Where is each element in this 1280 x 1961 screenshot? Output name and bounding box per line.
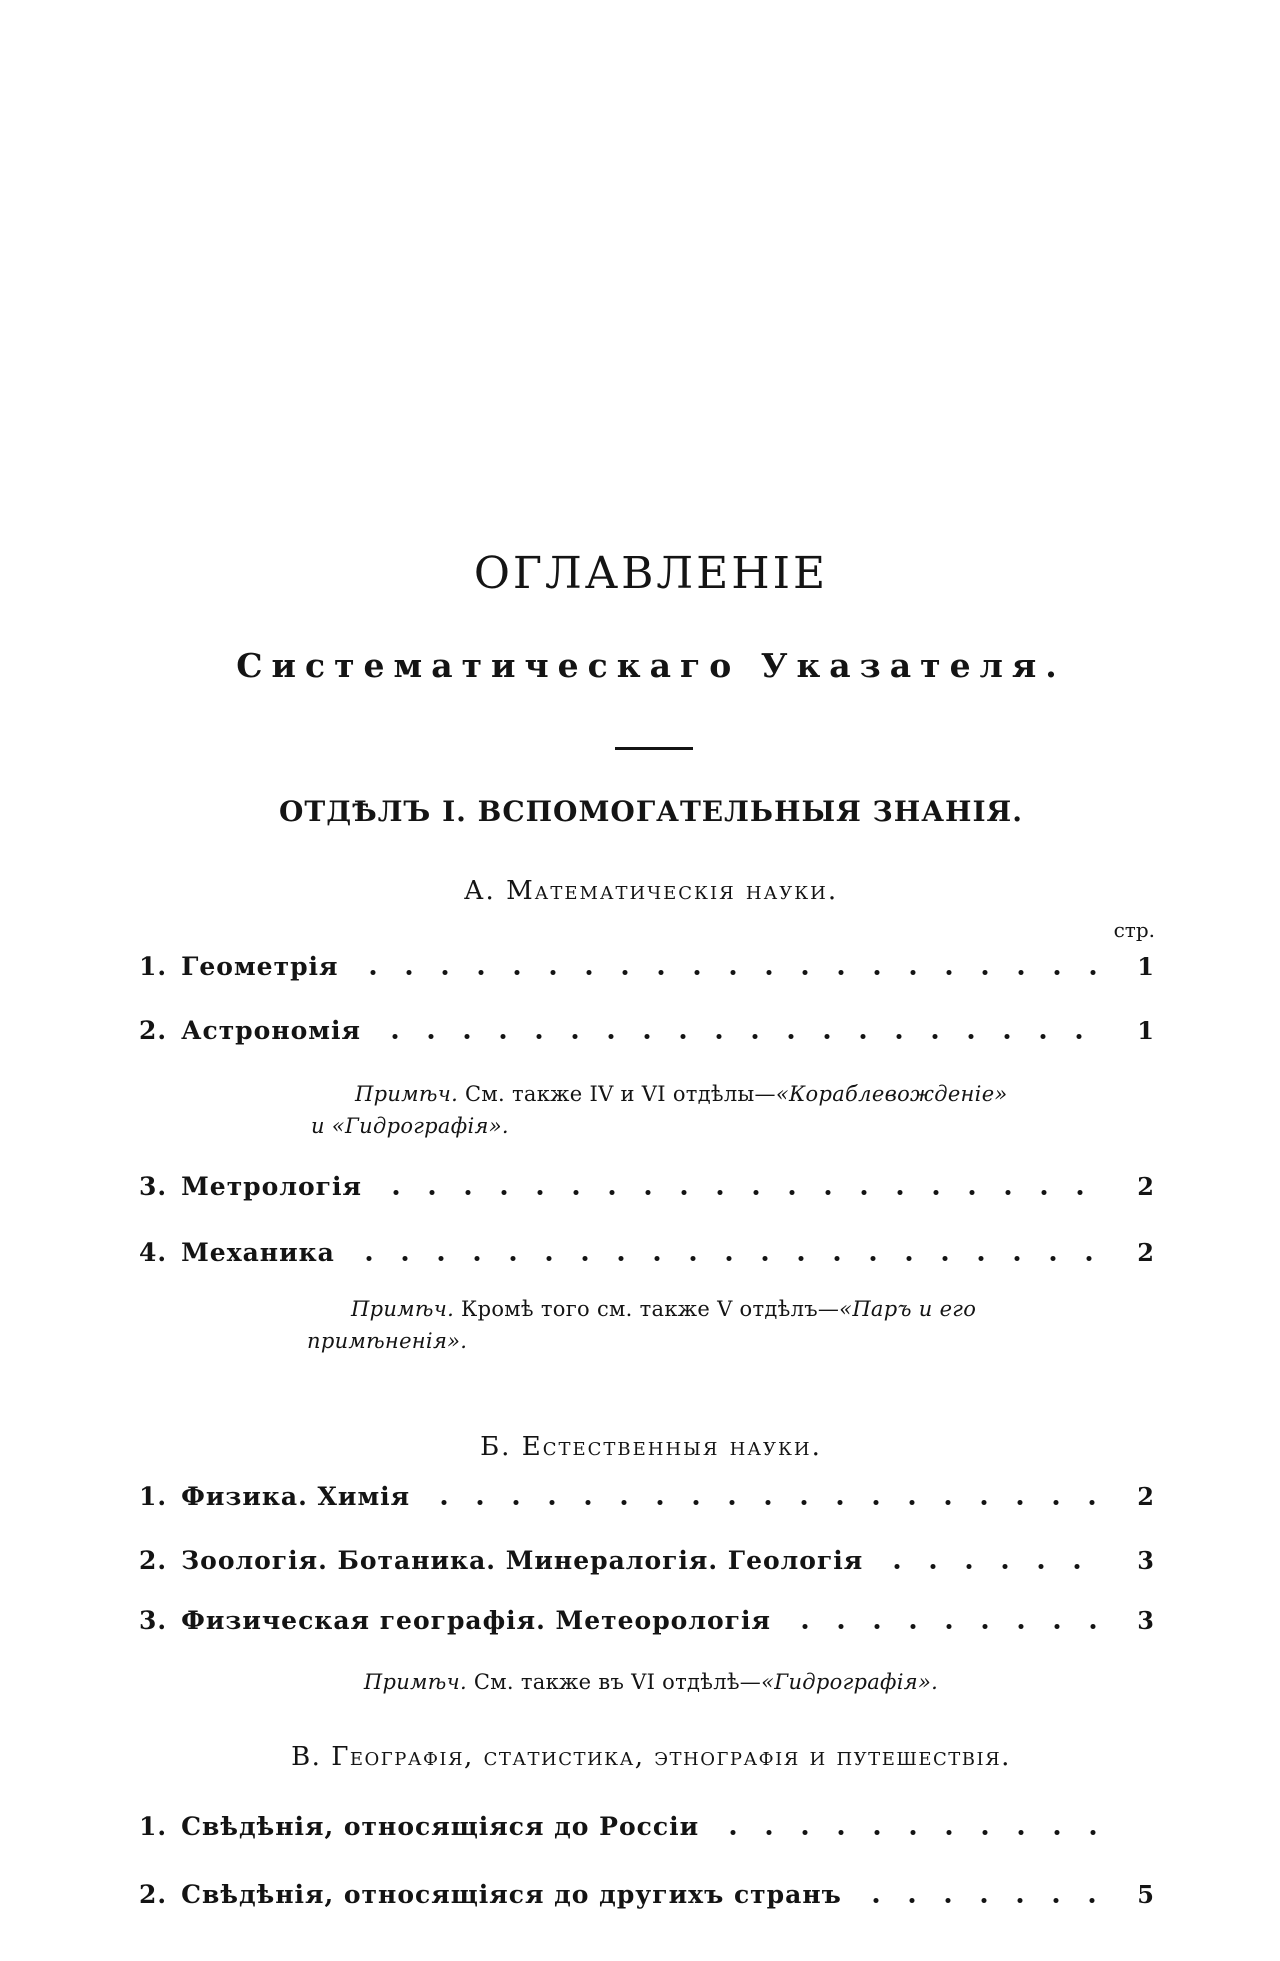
entry-page-number: 3 <box>1137 1606 1155 1635</box>
footnote-mechanics <box>307 1293 1057 1357</box>
entry-number: 2. <box>139 1016 168 1045</box>
entry-label: Астрономія <box>181 1016 361 1045</box>
toc-entry-physical-geography-meteorology <box>139 1606 1155 1635</box>
toc-entry-physics-chemistry <box>139 1482 1155 1511</box>
footnote-body: Кромѣ того см. также V отдѣлъ— <box>461 1297 840 1321</box>
toc-entry-mechanics <box>139 1238 1155 1267</box>
footnote-lead: Примѣч. <box>351 1297 455 1321</box>
footnote-geography <box>121 1666 1181 1698</box>
entry-label: Механика <box>181 1238 335 1267</box>
toc-entry-metrology <box>139 1172 1155 1201</box>
page-title: ОГЛАВЛЕНІЕ <box>473 548 829 599</box>
footnote-reference: «Гидрографія». <box>761 1670 939 1694</box>
entry-number: 1. <box>139 1482 168 1511</box>
entry-page-number: 5 <box>1137 1880 1155 1909</box>
dot-leader <box>787 1624 1099 1629</box>
entry-label: Свѣдѣнія, относящіяся до Россіи <box>181 1812 700 1841</box>
toc-entry-astronomy <box>139 1016 1155 1045</box>
dot-leader <box>426 1500 1099 1505</box>
entry-page-number: 1 <box>1137 1016 1155 1045</box>
toc-entry-russia-information <box>139 1812 1155 1841</box>
toc-entry-geometry <box>139 952 1155 981</box>
entry-label: Зоологія. Ботаника. Минералогія. Геологія <box>181 1546 864 1575</box>
entry-label: Свѣдѣнія, относящіяся до другихъ странъ <box>181 1880 842 1909</box>
entry-number: 3. <box>139 1606 168 1635</box>
entry-page-number: 3 <box>1137 1546 1155 1575</box>
footnote-astronomy <box>311 1078 1061 1142</box>
toc-entry-zoology-botany-mineralogy-geology <box>139 1546 1155 1575</box>
dot-leader <box>879 1564 1099 1569</box>
footnote-reference: «Паръ и его <box>839 1297 977 1321</box>
toc-entry-other-countries-information <box>139 1880 1155 1909</box>
entry-number: 1. <box>139 1812 168 1841</box>
dot-leader <box>858 1898 1099 1903</box>
dot-leader <box>351 1256 1099 1261</box>
entry-number: 4. <box>139 1238 168 1267</box>
entry-number: 2. <box>139 1546 168 1575</box>
entry-label: Физика. Химія <box>181 1482 411 1511</box>
entry-page-number: 2 <box>1137 1482 1155 1511</box>
entry-page-number: 2 <box>1137 1238 1155 1267</box>
footnote-reference-continued: примѣненія». <box>307 1329 468 1353</box>
footnote-body: См. также въ VI отдѣлѣ— <box>473 1670 762 1694</box>
divider-rule <box>615 747 693 750</box>
entry-label: Геометрія <box>181 952 339 981</box>
dot-leader <box>378 1190 1099 1195</box>
section-a-heading: А. Математическія науки. <box>463 876 839 906</box>
entry-label: Метрологія <box>181 1172 362 1201</box>
footnote-reference-continued: и «Гидрографія». <box>311 1114 509 1138</box>
dot-leader <box>355 970 1099 975</box>
entry-number: 3. <box>139 1172 168 1201</box>
page-subtitle: Систематическаго Указателя. <box>236 646 1066 685</box>
entry-number: 1. <box>139 952 168 981</box>
footnote-lead: Примѣч. <box>355 1082 459 1106</box>
footnote-reference: «Кораблевожденіе» <box>775 1082 1008 1106</box>
entry-page-number: 2 <box>1137 1172 1155 1201</box>
dot-leader <box>715 1830 1099 1835</box>
entry-number: 2. <box>139 1880 168 1909</box>
entry-label: Физическая географія. Метеорологія <box>181 1606 771 1635</box>
section-b-heading: Б. Естественныя науки. <box>480 1432 822 1462</box>
entry-page-number: 1 <box>1137 952 1155 981</box>
page-column-label: стр. <box>1113 918 1155 942</box>
dot-leader <box>377 1034 1099 1039</box>
section-v-heading: В. Географія, статистика, этнографія и путешествія. <box>291 1742 1011 1772</box>
footnote-body: См. также IV и VI отдѣлы— <box>465 1082 776 1106</box>
footnote-lead: Примѣч. <box>363 1670 467 1694</box>
division-header: ОТДѢЛЪ I. ВСПОМОГАТЕЛЬНЫЯ ЗНАНІЯ. <box>279 795 1023 828</box>
